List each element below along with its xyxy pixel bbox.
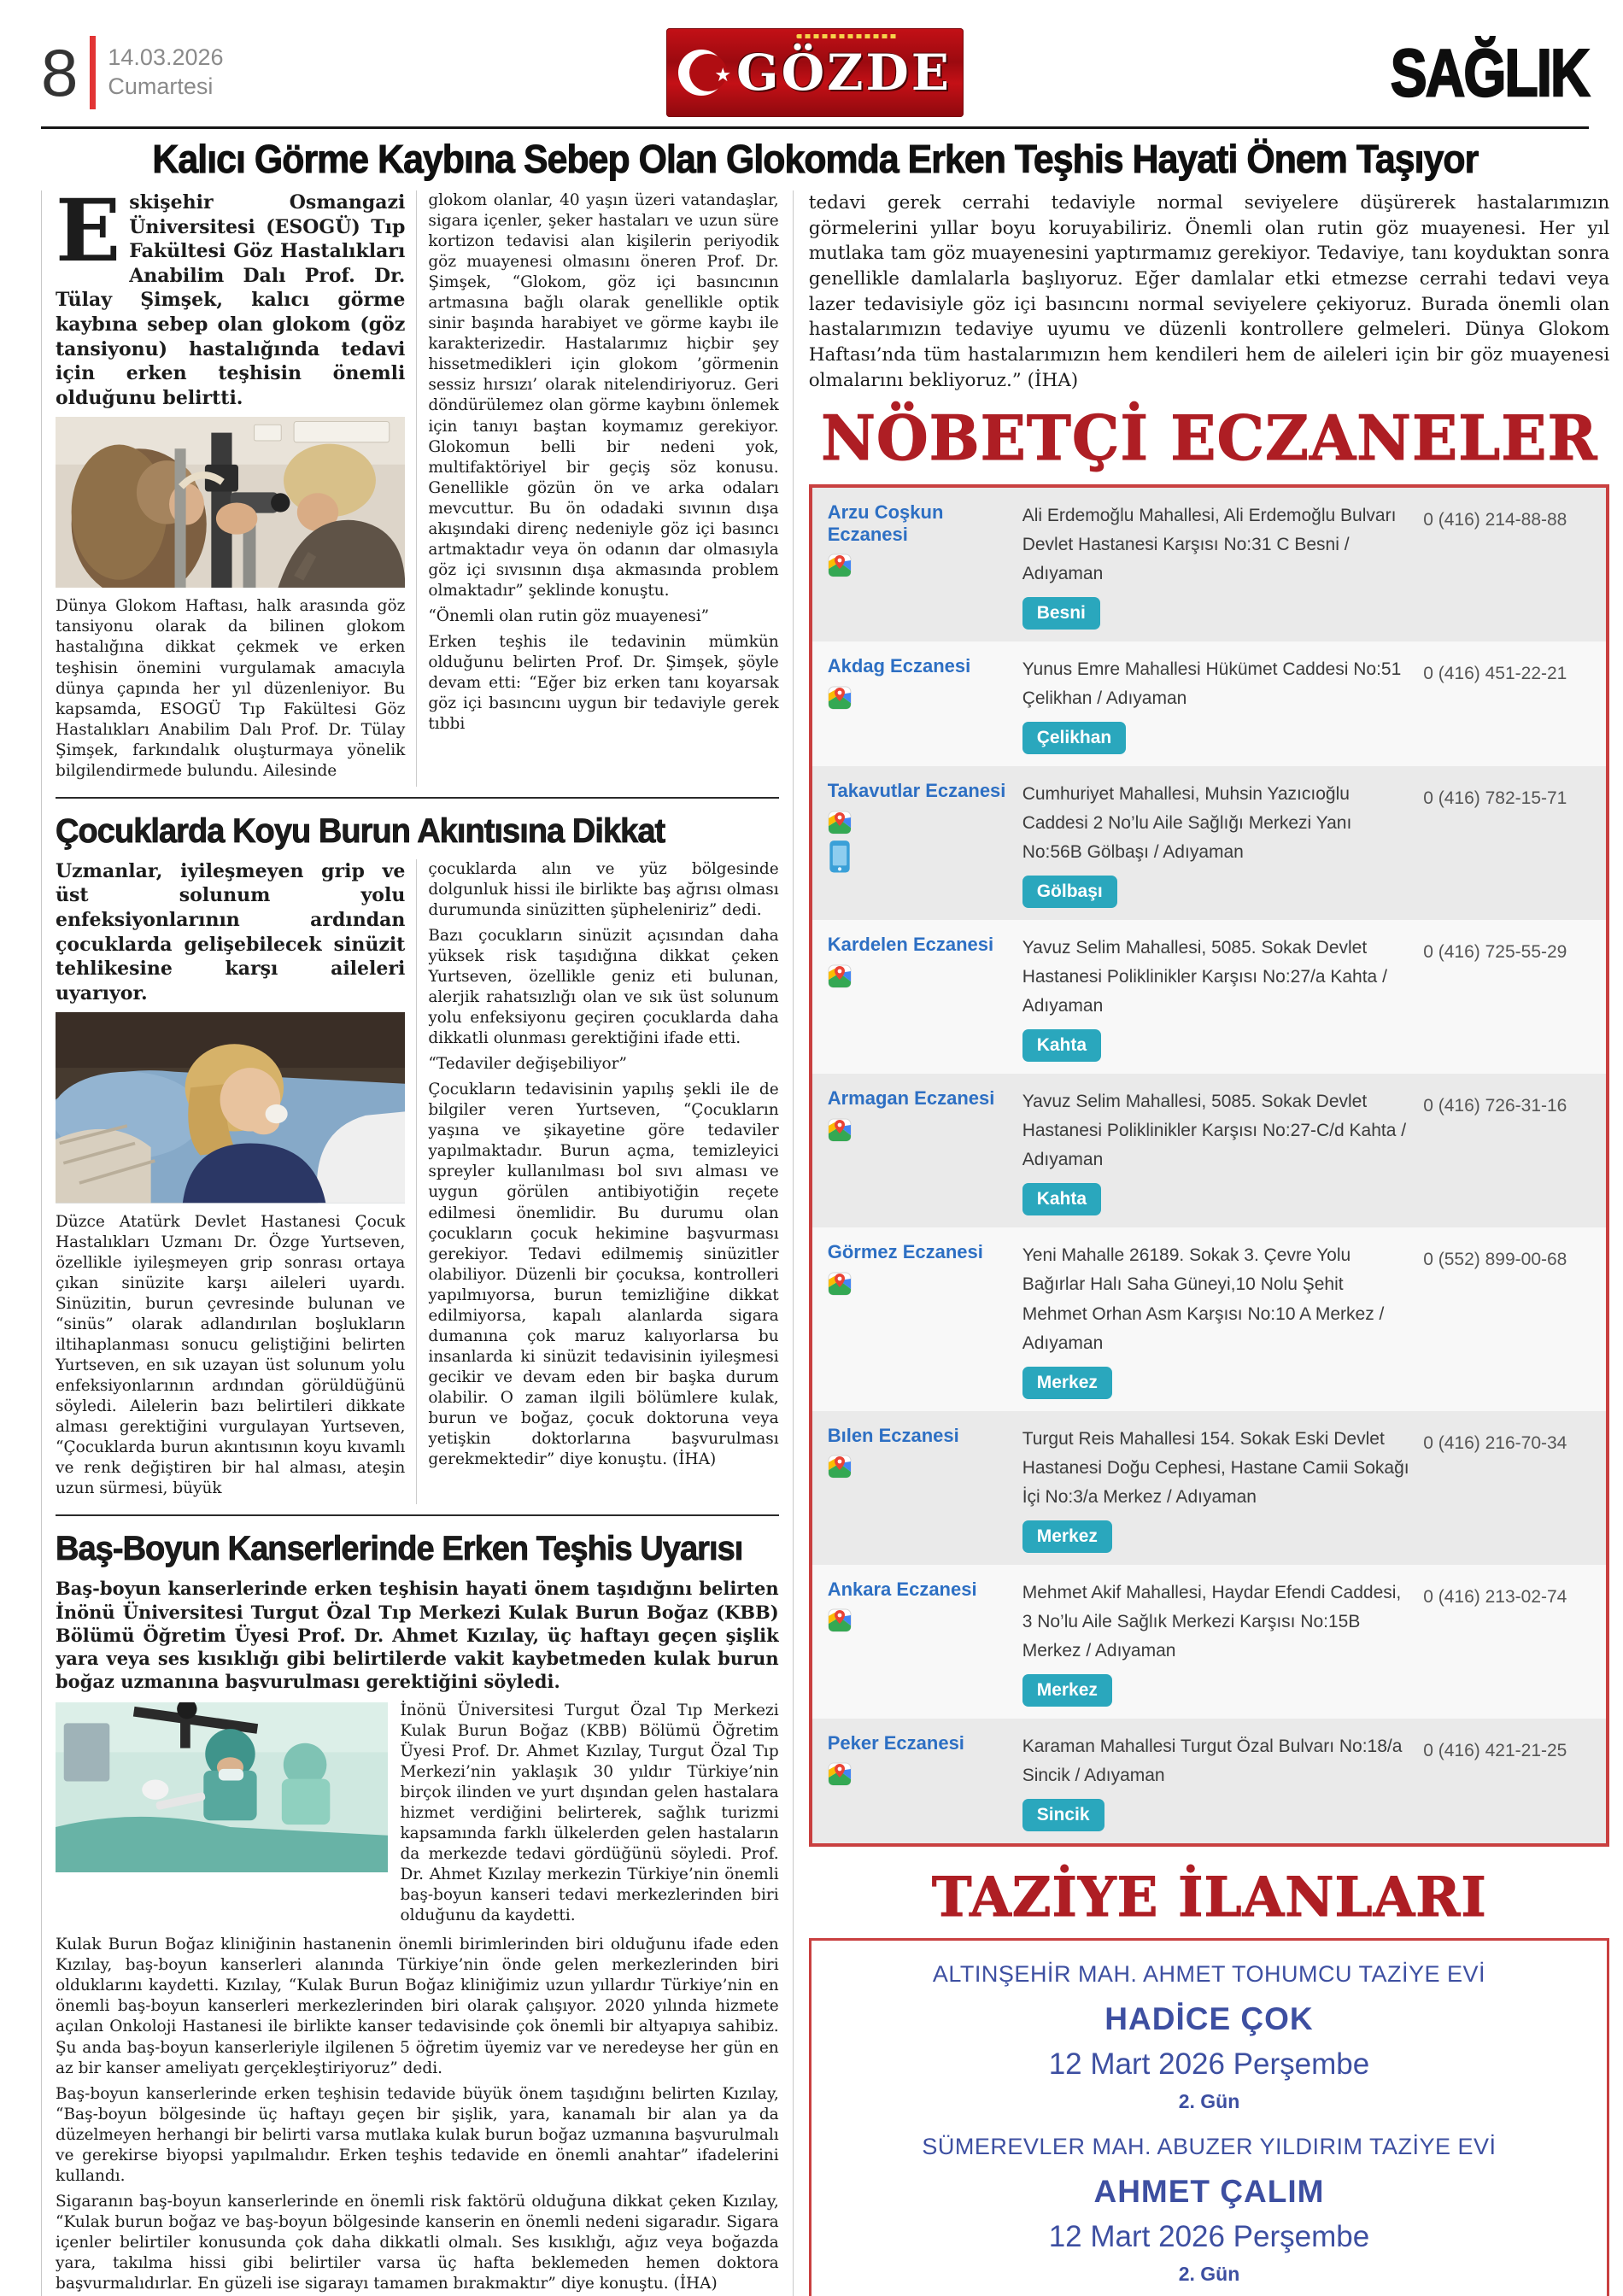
article2-colB-text1: çocuklarda alın ve yüz bölgesinde dolgunluk hissi ile birlikte baş ağrısı olması durumunda sinüzitten şüpheleniriz” dedi. [428, 859, 779, 919]
pharmacy-phone: 0 (416) 214-88-88 [1423, 510, 1567, 530]
pharmacy-address: Ali Erdemoğlu Mahallesi, Ali Erdemoğlu Bulvarı Devlet Hastanesi Karşısı No:31 C Besni / Adıyaman [1022, 506, 1397, 584]
pharmacy-row [812, 1719, 1607, 1843]
pharmacy-row [812, 1565, 1607, 1719]
article3-body3: Sigaranın baş-boyun kanserlerinde en önemli risk faktörü olduğuna dikkat çeken Kızılay, “Kulak burun boğaz ve baş-boyun bölgesinde kanserin en önemli nedeni sigaradır. Sigara içenler belirtiler konusunda çok daha dikkatli olmalı. Ses kısıklığı, ağız veya boğazda yara, takılma hissi gibi belirtiler varsa üç hafta beklemeden hemen doktora başvurmalıdırlar. En güzeli ise sigarayı tamamen bırakmaktır” diye konuştu. (İHA) [56, 2192, 779, 2293]
condolence-day: 2. Gün [1178, 2262, 1240, 2285]
article3-photo-surgery [56, 1702, 388, 1873]
pharmacy-name-link[interactable]: Ankara Eczanesi [827, 1578, 977, 1600]
pharmacy-row [812, 1411, 1607, 1565]
pharmacy-address: Turgut Reis Mahallesi 154. Sokak Eski Devlet Hastanesi Doğu Cephesi, Hastane Camii Sokağı İçi No:3/a Merkez / Adıyaman [1022, 1428, 1409, 1507]
condolence-venue: ALTINŞEHİR MAH. AHMET TOHUMCU TAZİYE EVİ [932, 1960, 1486, 1987]
article1-col2-subhead: “Önemli olan rutin göz muayenesi” [428, 606, 710, 625]
pharmacy-phone: 0 (416) 213-02-74 [1423, 1586, 1567, 1607]
article1-photo-eye-exam [56, 417, 405, 588]
article1-col2-text: glokom olanlar, 40 yaşın üzeri vatandaşlar, sigara içenler, şeker hastaları ve uzun süre kortizon tedavisi alan kişilerin periyodik göz muayenesi olmasını öneren Prof. Dr. Şimşek, “Glokom, göz içi basıncının artmasına bağlı olarak genellikle optik sinir başında harabiyet ve görme kaybı ile karakterizedir. Hastalarımız hiçbir şey hissetmedikleri için glokom ’görmenin sessiz hırsızı’ olarak nitelendiriyoruz. Geri döndürülemez olan görme kaybını önlemek için tanıyı baştan koymamız gerekiyor. Glokomun belli bir nedeni yok, multifaktöriyel bir geçiş söz konusu. Genellikle gözün ön ve arka odaları mevcuttur. Bu ön odadaki sıvının dışa akışındaki direnç nedeniyle göz içi basıncı artmaktadır veya ön odanın dar olmasıyla göz içi sıvısının dışa akmasında problem olmaktadır” şeklinde konuştu. [428, 191, 779, 600]
article2 [56, 812, 779, 1516]
condolence-date: 12 Mart 2026 Perşembe [1048, 2219, 1370, 2253]
article2-colA-text: Düzce Atatürk Devlet Hastanesi Çocuk Hastalıkları Uzmanı Dr. Özge Yurtseven, özellikle iyileşmeyen grip sonrası ortaya çıkan sinüzite karşı aileleri uyardı. Sinüzitin, burun çevresinde bulunan ve “sinüs” olarak adlandırılan boşlukların iltihaplanması sonucu geliştiğini belirten Yurtseven, en sık uzayan üst solunum yolu enfeksiyonlarının ardından görüldüğünü söyledi. Ailelerin bazı belirtileri dikkate alması gerektiğini vurgulayan Yurtseven, “Çocuklarda burun akıntısının koyu kıvamlı ve renk değiştiren bir hal alması, ateşin uzun sürmesi, büyük [56, 1212, 406, 1498]
article2-colB [417, 859, 778, 1504]
article2-headline: Çocuklarda Koyu Burun Akıntısına Dikkat [56, 811, 665, 850]
article1 [56, 180, 779, 799]
logo-tagline-strip [796, 34, 899, 38]
district-badge[interactable]: Merkez [1022, 1674, 1112, 1707]
pharmacy-name-link[interactable]: Akdag Eczanesi [827, 655, 971, 677]
condolence-name: HADİCE ÇOK [1104, 2000, 1314, 2036]
article3 [56, 1530, 779, 2294]
district-badge[interactable]: Sincik [1022, 1799, 1104, 1831]
article3-side-text-wrap [388, 1701, 778, 1932]
article2-colB-text3: Çocukların tedavisinin yapılış şekli ile de bilgiler veren Yurtseven, “Çocukların yaşına ve şikayetine göre tedaviler yapılmaktadır. Burun açma, temizleyici spreyler kullanılması bol sıvı alması ve uygun görülen antibiyotiğin reçete edilmesi önemlidir. Bu durumu olan çocukların çocuk hekimine başvurması gerekiyor. Tedavi edilmemiş sinüzitler olabiliyor. Düzenli bir çocuksa, kontrolleri yapılmıyorsa, burun temizliğine dikkat edilmiyorsa, kapalı alanlarda sigara dumanına çok maruz kalıyorlarsa bu insanlarda ki sinüzit tedavisinin iyileşmesi gecikir ve devam eden bir başka durum olabilir. O zaman ilgili bölümlere kulak, burun ve boğaz, çocuk doktoruna veya yetişkin doktorlarına başvurulması gerekmektedir” diye konuştu. (İHA) [428, 1081, 779, 1469]
article1-col3 [809, 190, 1610, 393]
pharmacy-name-link[interactable]: Arzu Coşkun Eczanesi [827, 501, 944, 545]
condolences-box [809, 1938, 1610, 2296]
left-zone [56, 180, 794, 2296]
pharmacy-row [812, 1227, 1607, 1410]
pharmacy-address: Yeni Mahalle 26189. Sokak 3. Çevre Yolu Bağırlar Halı Saha Güneyi,10 Nolu Şehit Mehmet Orhan Asm Karşısı No:10 A Merkez / Adıyaman [1022, 1245, 1385, 1353]
map-pin-icon[interactable] [828, 1272, 852, 1296]
article1-col3-text: tedavi gerek cerrahi tedaviyle normal seviyelere düşürerek hastalarımızın görmelerini yıllar boyu koruyabiliriz. Önemli olan rutin göz muayenesi. Her yıl mutlaka tam göz muayenesini yaptırmamız gerekiyor. Tedaviye, tanı koyduktan sonra genellikle damlalarla başlıyoruz. Eğer damlalar etki etmezse cerrahi tedavi veya lazer tedavisiyle göz içi basıncını normal seviyelere çekiyoruz. Burada önemli olan hastalarımızın tedaviye uyumu ve düzenli kontrollere gelmeleri. Dünya Glokom Haftası’nda tüm hastalarımızın hem kendileri hem de aileleri için bir göz muayenesi olmalarını bekliyoruz.” (İHA) [808, 192, 1610, 391]
pharmacy-phone: 0 (416) 726-31-16 [1423, 1096, 1567, 1116]
article1-col1-text: Dünya Glokom Haftası, halk arasında göz tansiyonu olarak da bilinen glokom hastalığına dikkat çekmek ve erken teşhisin önemini vurgulamak amacıyla dünya çapında her yıl düzenleniyor. Bu kapsamda, ESOGÜ Tıp Fakültesi Göz Hastalıkları Anabilim Dalı Prof. Dr. Tülay Şimşek, farkındalık oluşturmaya yönelik bilgilendirmede bulundu. Ailesinde [56, 597, 406, 780]
main-content [41, 180, 1610, 2296]
page-header [41, 20, 1589, 125]
article1-col2 [417, 190, 778, 787]
article1-headline: Kalıcı Görme Kaybına Sebep Olan Glokomda Erken Teşhis Hayati Önem Taşıyor [152, 137, 1478, 181]
map-pin-icon[interactable] [828, 554, 852, 577]
page-number: 8 [41, 35, 79, 110]
pharmacies-title: NÖBETÇİ ECZANELER [820, 401, 1598, 475]
article2-photo-child [56, 1012, 405, 1203]
section-title: SAĞLIK [1391, 34, 1589, 110]
pharmacy-name-link[interactable]: Bılen Eczanesi [827, 1424, 959, 1446]
district-badge[interactable]: Gölbaşı [1022, 876, 1117, 908]
article3-photo-wrap [56, 1701, 388, 1932]
pharmacy-row [812, 1074, 1607, 1227]
condolences-title: TAZİYE İLANLARI [931, 1865, 1487, 1930]
pharmacy-phone: 0 (416) 782-15-71 [1423, 788, 1567, 809]
pharmacy-address: Karaman Mahallesi Turgut Özal Bulvarı No:18/a Sincik / Adıyaman [1022, 1736, 1403, 1785]
article3-body2: Baş-boyun kanserlerinde erken teşhisin tedavide büyük önem taşıdığını belirten Kızılay, “Baş-boyun bölgesinde üç haftayı geçen bir şişlik, yara, kanamalı bir alan ya da düzelmeyen herhangi bir belirti varsa mutlaka kulak burun boğaz uzmanına başvurulmalı ve gerekirse biyopsi yapılmalıdır. Erken teşhis tedavide en önemli anahtar” ifadelerini kullandı. [56, 2084, 779, 2185]
pharmacy-table [809, 484, 1610, 1846]
pharmacy-phone: 0 (552) 899-00-68 [1423, 1250, 1567, 1270]
date-text: 14.03.2026 [108, 44, 224, 71]
pharmacy-name-link[interactable]: Kardelen Eczanesi [827, 934, 994, 956]
article1-col1 [56, 180, 417, 787]
mobile-phone-icon[interactable] [828, 840, 852, 874]
condolence-date: 12 Mart 2026 Perşembe [1048, 2047, 1370, 2081]
header-right [1230, 34, 1589, 112]
day-text: Cumartesi [108, 73, 214, 99]
map-pin-icon[interactable] [828, 1608, 852, 1632]
newspaper-logo [400, 28, 1230, 117]
pharmacy-name-link[interactable]: Armagan Eczanesi [827, 1087, 995, 1110]
condolence-day: 2. Gün [1178, 2089, 1240, 2112]
logo-wordmark: GÖZDE [736, 44, 952, 102]
header-left [41, 36, 400, 109]
article1-dropcap: E [56, 180, 121, 281]
article1-col2-text2: Erken teşhis ile tedavinin mümkün olduğunu belirten Prof. Dr. Şimşek, şöyle devam etti: “Eğer biz erken tanı koyarsak göz içi basıncını uygun bir tedaviyle gerek tıbbi [428, 632, 779, 734]
pharmacy-address: Yavuz Selim Mahallesi, 5085. Sokak Devlet Hastanesi Poliklinikler Karşısı No:27/a Kahta / Adıyaman [1022, 938, 1387, 1016]
header-red-bar [90, 36, 96, 109]
pharmacy-row [812, 766, 1607, 920]
article3-intro: Baş-boyun kanserlerinde erken teşhisin hayati önem taşıdığını belirten İnönü Üniversitesi Turgut Özal Tıp Merkezi Kulak Burun Boğaz (KBB) Bölümü Öğretim Üyesi Prof. Dr. Ahmet Kızılay, üç haftayı geçen şişlik yara veya ses kısıklığı gibi belirtilerde vakit kaybetmeden kulak burun boğaz uzmanına başvurulması gerektiğini söyledi. [56, 1578, 779, 1693]
pharmacy-phone: 0 (416) 216-70-34 [1423, 1432, 1567, 1453]
pharmacy-address: Cumhuriyet Mahallesi, Muhsin Yazıcıoğlu Caddesi 2 No’lu Aile Sağlığı Merkezi Yanı No:56B Gölbaşı / Adıyaman [1022, 784, 1352, 863]
map-pin-icon[interactable] [828, 686, 852, 710]
pharmacy-row [812, 641, 1607, 766]
article3-side-text: İnönü Üniversitesi Turgut Özal Tıp Merkezi Kulak Burun Boğaz (KBB) Bölümü Öğretim Üyesi Prof. Dr. Ahmet Kızılay, Turgut Özal Tıp Merkezi’nin yaklaşık 30 yıldır Türkiye’nin birçok ilinden ve yurt dışından gelen hastalara hizmet verdiğini belirterek, sağlık turizmi kapsamında farklı ülkelerden gelen hastaların da merkezde tedavi gördüğünü söyledi. Prof. Dr. Ahmet Kızılay merkezin Türkiye’nin önemli baş-boyun kanseri tedavi merkezlerinden biri olduğunu da kaydetti. [400, 1701, 779, 1925]
pharmacy-address: Yunus Emre Mahallesi Hükümet Caddesi No:51 Çelikhan / Adıyaman [1022, 659, 1402, 709]
article3-headline: Baş-Boyun Kanserlerinde Erken Teşhis Uyarısı [56, 1530, 743, 1568]
pharmacy-phone: 0 (416) 451-22-21 [1423, 664, 1567, 684]
map-pin-icon[interactable] [828, 1118, 852, 1142]
map-pin-icon[interactable] [828, 1762, 852, 1786]
article2-colB-subhead: “Tedaviler değişebiliyor” [428, 1055, 627, 1074]
pharmacy-row [812, 488, 1607, 641]
pharmacy-address: Yavuz Selim Mahallesi, 5085. Sokak Devlet Hastanesi Poliklinikler Karşısı No:27-C/d Kahta / Adıyaman [1022, 1092, 1407, 1170]
article2-intro: Uzmanlar, iyileşmeyen grip ve üst solunum yolu enfeksiyonlarının ardından çocuklarda gelişebilecek sinüzit tehlikesine karşı aileleri uyarıyor. [56, 859, 406, 1004]
map-pin-icon[interactable] [828, 964, 852, 988]
article2-colB-text2: Bazı çocukların sinüzit açısından daha yüksek risk taşıdığına dikkat çeken Yurtseven, özellikle geniz eti bulunan, alerjik rahatsızlığı olan ve sık üst solunum yolu enfeksiyonu geçiren çocuklarda daha dikkatli olunması gerektiğini ifade etti. [428, 926, 779, 1048]
pharmacy-name-link[interactable]: Görmez Eczanesi [827, 1241, 983, 1263]
article1-intro: Eskişehir Osmangazi Üniversitesi (ESOGÜ) Tıp Fakültesi Göz Hastalıkları Anabilim Dalı Prof. Dr. Tülay Şimşek, kalıcı görme kaybına sebep olan glokom (göz tansiyonu) hastalığında tedavi için erken teşhisin önemli olduğunu belirtti. [56, 180, 406, 409]
district-badge[interactable]: Merkez [1022, 1367, 1112, 1399]
district-badge[interactable]: Merkez [1022, 1520, 1112, 1553]
pharmacy-phone: 0 (416) 725-55-29 [1423, 942, 1567, 963]
district-badge[interactable]: Kahta [1022, 1029, 1101, 1062]
article3-body1: Kulak Burun Boğaz kliniğinin hastanenin önemli birimlerinden biri olduğunu ifade eden Kızılay, baş-boyun kanserleri alanında Türkiye’nin önde gelen merkezlerinden biri olduklarını kaydetti. Kızılay, “Kulak Burun Boğaz kliniğimiz uzun yıllardır Türkiye’nin en önemli baş-boyun kanserleri merkezlerinden biri olarak çalışıyor. 2020 yılında hizmete açılan Onkoloji Hastanesi ile birlikte kanser tedavisinde çok önemli bir altyapıya sahibiz. Şu anda baş-boyun kanserleriyle ilgilenen 5 öğretim üyemiz var ve neredeyse her gün en az bir kanser ameliyatı gerçekleştiriyoruz” dedi. [56, 1936, 779, 2077]
right-zone [794, 190, 1610, 2296]
district-badge[interactable]: Kahta [1022, 1183, 1101, 1215]
district-badge[interactable]: Besni [1022, 597, 1100, 630]
date-block [108, 44, 223, 102]
crescent-star-icon: ★ [678, 46, 724, 99]
pharmacy-phone: 0 (416) 421-21-25 [1423, 1740, 1567, 1760]
map-pin-icon[interactable] [828, 811, 852, 835]
map-pin-icon[interactable] [828, 1455, 852, 1479]
pharmacy-name-link[interactable]: Takavutlar Eczanesi [827, 780, 1006, 802]
pharmacy-address: Mehmet Akif Mahallesi, Haydar Efendi Caddesi, 3 No’lu Aile Sağlık Merkezi Karşısı No:15B Merkez / Adıyaman [1022, 1582, 1402, 1660]
condolence-name: AHMET ÇALIM [1093, 2173, 1325, 2209]
district-badge[interactable]: Çelikhan [1022, 722, 1127, 754]
condolence-venue: SÜMEREVLER MAH. ABUZER YILDIRIM TAZİYE EVİ [922, 2133, 1497, 2159]
pharmacy-name-link[interactable]: Peker Eczanesi [827, 1731, 964, 1754]
logo-flag-box [666, 28, 964, 117]
article2-colA [56, 859, 417, 1504]
pharmacy-row [812, 920, 1607, 1074]
